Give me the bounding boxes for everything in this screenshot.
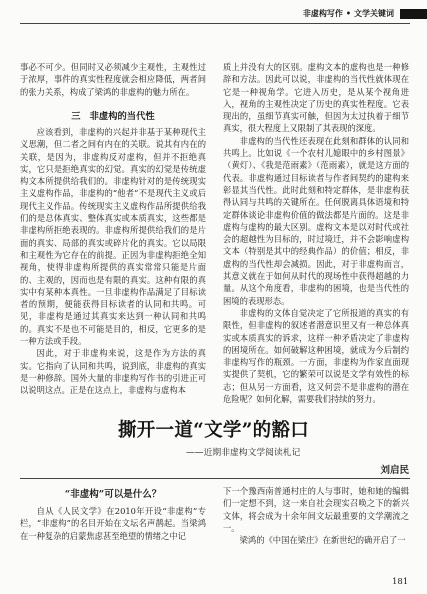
section-number: 三	[71, 111, 81, 122]
subsection-heading: “非虚构”可以是什么？	[64, 489, 162, 500]
paragraph: 下一个豫西南普通村庄的人与事时，她和她的编辑们一定想不到，这一来自社会现实召唤之下的新兴文体，将会成为十余年间文坛最重要的文学潮流之一。	[223, 486, 409, 533]
paragraph: 事必不可少。但同时又必须减少主观性，主观性过于浓厚，事件的真实性程度就会相应降低，两者间的张力关系，构成了梁鸿的非虚构的魅力所在。	[20, 62, 206, 97]
article-author: 刘启民	[380, 465, 409, 476]
section-heading	[20, 111, 206, 123]
paragraph: 应该看到，非虚构的兴起并非基于某种现代主义思潮，但二者之间有内在的关联。说其有内在的关联，是因为，非虚构反对虚构，但并不拒绝真实，它只是拒绝真实的幻觉。真实的幻觉是传统虚构文本所提供给我们的。非虚构针对的是传统现实主义虚构作品，非虚构的“他者”不是现代主义或后现代主义作品。传统现实主义虚构作品所提供给我们的是总体真实、整体真实或本质真实，这些都是非虚构所拒绝表现的。非虚构所提供给我们的是片面的真实、局部的真实或碎片化的真实。它以局限和主观性为它存在的前提。正因为非虚构拒绝全知视角，使得非虚构所提供的真实常常只能是片面的、主观的，因而也是有限的真实。这种有限的真实中有某种本真性。一旦非虚构作品满足了目标读者的预期，便能获得目标读者的认同和共鸣。可见，非虚构是通过其真实来达到一种认同和共鸣的。真实不是也不可能是目的，相反，它更多的是一种方法或手段。	[20, 127, 206, 347]
upper-right-column	[223, 61, 409, 405]
article-title: 撕开一道“文学”的豁口	[117, 420, 310, 441]
article-subtitle: ——近期非虚构文学阅读札记	[186, 448, 301, 458]
header-rule	[20, 23, 410, 24]
header-separator: •	[345, 8, 351, 18]
paragraph: 非虚构的当代性还表现在此刻和群体的认同和共鸣上。比如说《一个农村儿媳眼中的乡村图景》（黄灯）、《我是范雨素》（范雨素），就是这方面的代表。非虚构通过目标读者与作者间契约的建构来彰显其当代性。此时此刻和特定群体，是非虚构获得认同与共鸣的关键所在。任何脱离具体语境和特定群体谈论非虚构价值的做法都是片面的。这是非虚构与虚构的最大区别。虚构文本是以对时代或社会的超越性为目标的，时过境迁，并不会影响虚构文本（特别是其中的经典作品）的价值；相反，非虚构的当代性却会减损。因此，对于非虚构而言，其意义就在于如何从时代的现场性中获得超越的力量。从这个角度看，非虚构的困境，也是当代性的困境的表现形态。	[223, 135, 409, 306]
upper-left-continuation	[20, 61, 206, 98]
article-rule	[20, 478, 410, 479]
running-header	[303, 8, 394, 19]
paragraph: 自从《人民文学》在2010年开设“非虚构”专栏，“非虚构”的名目开始在文坛名声鹊起。当梁鸿在一种复杂的启蒙焦虑甚至绝望的情绪之中记	[20, 506, 206, 541]
paragraph: 质上并没有大的区别。虚构文本的虚构也是一种修辞和方法。因此可以说，非虚构的当代性就体现在它是一种视角学。它进入历史，是从某个视角进入，视角的主观性决定了历史的真实性程度。它表现出的，虽细节真实可触，但因为太过执着于细节真实，很大程度上又限制了其表现的深度。	[223, 62, 409, 134]
paragraph: 因此，对于非虚构来说，这是作为方法的真实。它指向了认同和共鸣，说到底，非虚构的真实是一种修辞。国外大量的非虚构写作书的引进正可以说明这点。正是在这点上，非虚构与虚构本	[20, 348, 206, 396]
header-category: 文学关键词	[354, 8, 394, 18]
paragraph: 非虚构的文体自觉决定了它所报道的真实的有限性，但非虚构的叙述者潜意识里又有一种总体真实或本质真实的诉求，这样一种矛盾决定了非虚构的困境所在。如何破解这种困境，就成为今后制约非虚构写作的瓶颈。一方面，非虚构为作家直面现实提供了契机，它的繁荣可以说是文学有效性的标志；但从另一方面看，这又何尝不是非虚构的潜在危险呢？如何化解，需要我们持续的努力。	[223, 307, 409, 405]
lower-left-column	[20, 505, 206, 542]
header-bar	[400, 9, 427, 19]
header-section: 非虚构写作	[302, 8, 343, 18]
paragraph: 梁鸿的《中国在梁庄》在新世纪的确开启了一	[239, 535, 406, 546]
section-title: 非虚构的当代性	[89, 111, 155, 122]
upper-left-column	[20, 126, 206, 397]
lower-right-column	[223, 485, 409, 546]
page-number: 181	[392, 577, 409, 587]
